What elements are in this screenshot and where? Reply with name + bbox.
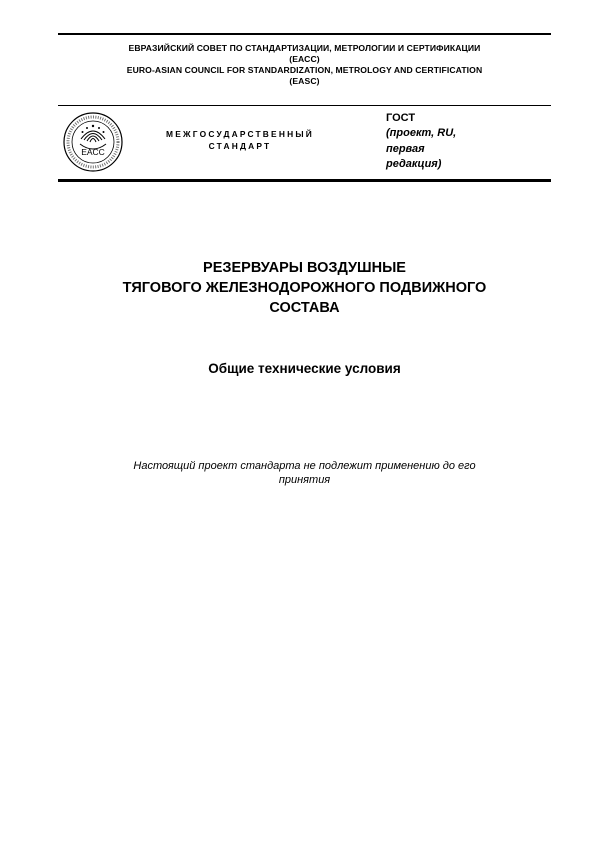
- gost-draft-line1: (проект, RU,: [386, 127, 457, 139]
- gost-label: ГОСТ: [386, 112, 416, 124]
- logo-text: EACC: [81, 147, 105, 157]
- gost-draft-status: [386, 126, 496, 173]
- standard-type-line1: МЕЖГОСУДАРСТВЕННЫЙ: [166, 129, 314, 139]
- council-header: [58, 43, 551, 87]
- draft-notice: [78, 459, 531, 487]
- top-rule: [58, 33, 551, 35]
- council-abbr-en: (EASC): [289, 76, 320, 86]
- document-subtitle: Общие технические условия: [208, 361, 401, 376]
- council-name-en: EURO-ASIAN COUNCIL FOR STANDARDIZATION, METROLOGY AND CERTIFICATION: [126, 65, 483, 75]
- title-line1: РЕЗЕРВУАРЫ ВОЗДУШНЫЕ: [203, 260, 406, 276]
- notice-line1: Настоящий проект стандарта не подлежит применению до его: [133, 460, 476, 472]
- middle-rule: [58, 105, 551, 106]
- standard-type: [140, 128, 340, 152]
- document-title: [58, 258, 551, 318]
- bottom-rule: [58, 179, 551, 182]
- gost-draft-line2: первая: [386, 142, 425, 155]
- title-line2: ТЯГОВОГО ЖЕЛЕЗНОДОРОЖНОГО ПОДВИЖНОГО: [122, 280, 487, 296]
- council-name-ru: ЕВРАЗИЙСКИЙ СОВЕТ ПО СТАНДАРТИЗАЦИИ, МЕТРОЛОГИИ И СЕРТИФИКАЦИИ: [128, 43, 481, 53]
- council-abbr-ru: (ЕАСС): [289, 54, 320, 64]
- easc-emblem-icon: [63, 112, 123, 172]
- gost-draft-line3: редакция): [386, 158, 442, 170]
- standard-type-line2: СТАНДАРТ: [208, 141, 272, 151]
- notice-line2: принятия: [278, 474, 331, 486]
- title-line3: СОСТАВА: [269, 300, 340, 316]
